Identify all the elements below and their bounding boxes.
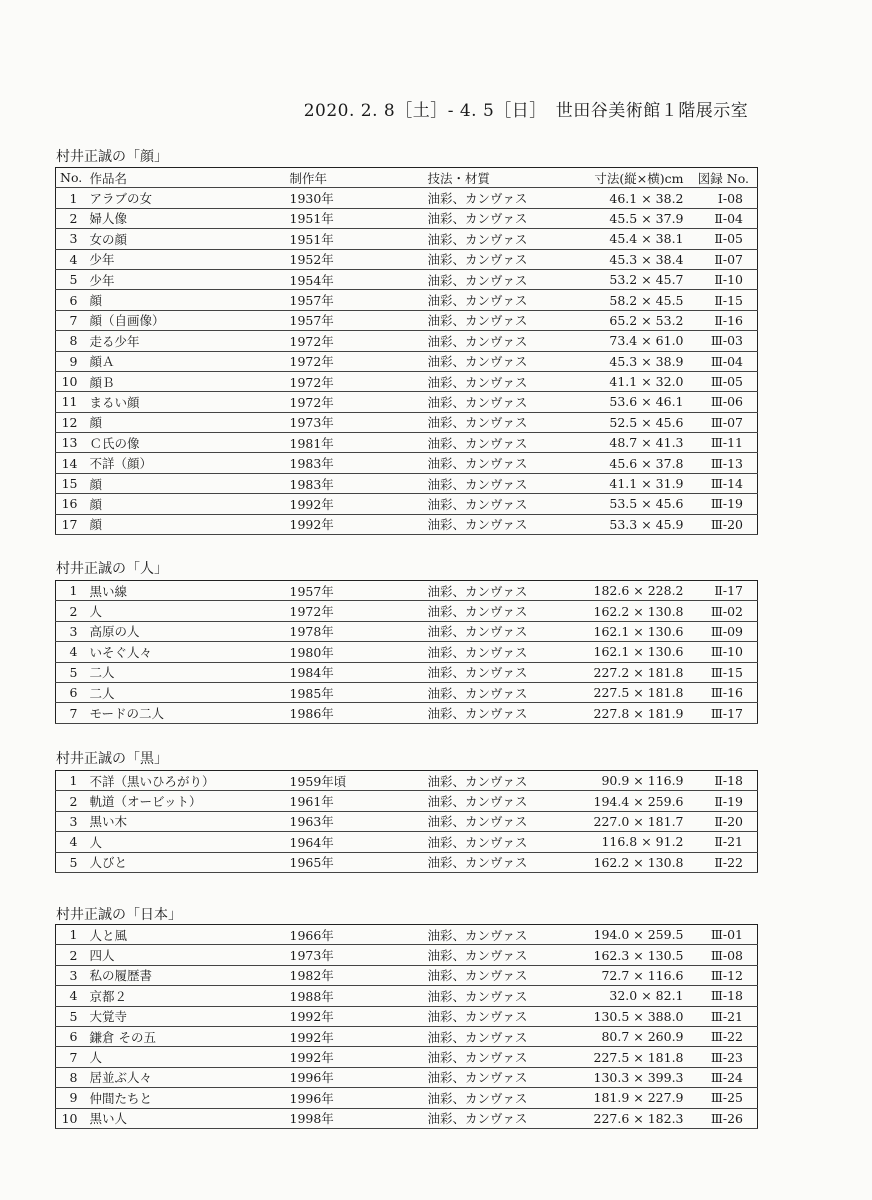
- cell-year: 1952年: [286, 249, 424, 269]
- cell-figure: Ⅰ-08: [688, 188, 758, 208]
- section-title-japan: 村井正誠の「日本」: [56, 907, 182, 923]
- cell-technique: 油彩、カンヴァス: [424, 331, 578, 351]
- cell-no: 5: [56, 269, 86, 289]
- table-row: [56, 1026, 758, 1046]
- cell-year: 1957年: [286, 290, 424, 310]
- cell-no: 1: [56, 925, 86, 945]
- table-row: [56, 642, 758, 662]
- cell-year: 1966年: [286, 925, 424, 945]
- cell-figure: Ⅱ-19: [688, 791, 758, 811]
- cell-no: 6: [56, 1026, 86, 1046]
- cell-figure: Ⅲ-26: [688, 1108, 758, 1128]
- cell-no: 6: [56, 682, 86, 702]
- cell-year: 1980年: [286, 642, 424, 662]
- table-row: [56, 662, 758, 682]
- cell-title: 二人: [86, 662, 286, 682]
- cell-year: 1972年: [286, 331, 424, 351]
- cell-figure: Ⅱ-17: [688, 581, 758, 601]
- cell-year: 1983年: [286, 453, 424, 473]
- cell-size: 194.0 × 259.5: [578, 925, 688, 945]
- cell-size: 227.0 × 181.7: [578, 811, 688, 831]
- cell-technique: 油彩、カンヴァス: [424, 703, 578, 723]
- cell-no: 1: [56, 188, 86, 208]
- cell-technique: 油彩、カンヴァス: [424, 310, 578, 330]
- cell-figure: Ⅲ-11: [688, 433, 758, 453]
- col-header-title: 作品名: [86, 168, 286, 188]
- cell-title: 人: [86, 832, 286, 852]
- cell-size: 227.5 × 181.8: [578, 682, 688, 702]
- cell-figure: Ⅲ-16: [688, 682, 758, 702]
- cell-title: 黒い木: [86, 811, 286, 831]
- cell-technique: 油彩、カンヴァス: [424, 791, 578, 811]
- table-row: [56, 514, 758, 534]
- cell-year: 1992年: [286, 494, 424, 514]
- cell-title: 人: [86, 601, 286, 621]
- cell-technique: 油彩、カンヴァス: [424, 642, 578, 662]
- cell-title: 黒い線: [86, 581, 286, 601]
- cell-technique: 油彩、カンヴァス: [424, 986, 578, 1006]
- table-row: [56, 965, 758, 985]
- cell-no: 4: [56, 832, 86, 852]
- section-title-black: 村井正誠の「黒」: [56, 751, 168, 767]
- table-row: [56, 290, 758, 310]
- cell-size: 227.8 × 181.9: [578, 703, 688, 723]
- cell-size: 45.4 × 38.1: [578, 229, 688, 249]
- cell-no: 8: [56, 1067, 86, 1087]
- cell-technique: 油彩、カンヴァス: [424, 351, 578, 371]
- table-row: [56, 392, 758, 412]
- table-row: [56, 433, 758, 453]
- cell-size: 162.1 × 130.6: [578, 621, 688, 641]
- cell-no: 2: [56, 601, 86, 621]
- cell-size: 162.3 × 130.5: [578, 945, 688, 965]
- cell-technique: 油彩、カンヴァス: [424, 662, 578, 682]
- cell-technique: 油彩、カンヴァス: [424, 392, 578, 412]
- cell-technique: 油彩、カンヴァス: [424, 1026, 578, 1046]
- cell-technique: 油彩、カンヴァス: [424, 601, 578, 621]
- cell-title: 人と風: [86, 925, 286, 945]
- cell-figure: Ⅱ-21: [688, 832, 758, 852]
- cell-title: 不詳（顔）: [86, 453, 286, 473]
- cell-year: 1992年: [286, 514, 424, 534]
- cell-size: 41.1 × 32.0: [578, 371, 688, 391]
- cell-figure: Ⅲ-13: [688, 453, 758, 473]
- cell-no: 3: [56, 621, 86, 641]
- cell-title: 大覚寺: [86, 1006, 286, 1026]
- cell-title: 居並ぶ人々: [86, 1067, 286, 1087]
- table-row: [56, 682, 758, 702]
- cell-figure: Ⅲ-22: [688, 1026, 758, 1046]
- cell-figure: Ⅲ-07: [688, 412, 758, 432]
- cell-year: 1965年: [286, 852, 424, 872]
- cell-title: 黒い人: [86, 1108, 286, 1128]
- cell-size: 162.1 × 130.6: [578, 642, 688, 662]
- table-row: [56, 412, 758, 432]
- cell-year: 1992年: [286, 1047, 424, 1067]
- cell-year: 1972年: [286, 371, 424, 391]
- cell-year: 1951年: [286, 229, 424, 249]
- document-header: 2020. 2. 8［土］- 4. 5［日］ 世田谷美術館１階展示室: [303, 101, 749, 121]
- cell-figure: Ⅲ-23: [688, 1047, 758, 1067]
- cell-year: 1954年: [286, 269, 424, 289]
- cell-technique: 油彩、カンヴァス: [424, 188, 578, 208]
- cell-figure: Ⅲ-14: [688, 473, 758, 493]
- table-row: [56, 852, 758, 872]
- cell-figure: Ⅲ-20: [688, 514, 758, 534]
- cell-figure: Ⅲ-05: [688, 371, 758, 391]
- table-row: [56, 1108, 758, 1128]
- table-row: [56, 703, 758, 723]
- cell-title: 鎌倉 その五: [86, 1026, 286, 1046]
- cell-no: 16: [56, 494, 86, 514]
- table-row: [56, 208, 758, 228]
- cell-figure: Ⅱ-18: [688, 771, 758, 791]
- cell-title: 仲間たちと: [86, 1088, 286, 1108]
- cell-technique: 油彩、カンヴァス: [424, 621, 578, 641]
- cell-figure: Ⅲ-02: [688, 601, 758, 621]
- cell-technique: 油彩、カンヴァス: [424, 1067, 578, 1087]
- cell-year: 1983年: [286, 473, 424, 493]
- cell-title: 不詳（黒いひろがり）: [86, 771, 286, 791]
- cell-figure: Ⅲ-15: [688, 662, 758, 682]
- cell-year: 1988年: [286, 986, 424, 1006]
- cell-title: 顔: [86, 514, 286, 534]
- table-row: [56, 229, 758, 249]
- cell-year: 1982年: [286, 965, 424, 985]
- cell-size: 46.1 × 38.2: [578, 188, 688, 208]
- cell-no: 7: [56, 1047, 86, 1067]
- cell-no: 2: [56, 208, 86, 228]
- cell-figure: Ⅱ-07: [688, 249, 758, 269]
- table-row: [56, 832, 758, 852]
- cell-year: 1961年: [286, 791, 424, 811]
- cell-no: 4: [56, 249, 86, 269]
- table-row: [56, 453, 758, 473]
- cell-size: 72.7 × 116.6: [578, 965, 688, 985]
- table-row: [56, 494, 758, 514]
- cell-title: 婦人像: [86, 208, 286, 228]
- section-title-people: 村井正誠の「人」: [56, 561, 168, 577]
- cell-title: 顔: [86, 494, 286, 514]
- table-row: [56, 1047, 758, 1067]
- cell-technique: 油彩、カンヴァス: [424, 832, 578, 852]
- cell-no: 5: [56, 1006, 86, 1026]
- cell-no: 6: [56, 290, 86, 310]
- cell-year: 1996年: [286, 1088, 424, 1108]
- cell-technique: 油彩、カンヴァス: [424, 771, 578, 791]
- cell-no: 5: [56, 662, 86, 682]
- col-header-year: 制作年: [286, 168, 424, 188]
- cell-no: 2: [56, 945, 86, 965]
- cell-no: 3: [56, 965, 86, 985]
- cell-figure: Ⅲ-01: [688, 925, 758, 945]
- cell-year: 1981年: [286, 433, 424, 453]
- cell-figure: Ⅱ-22: [688, 852, 758, 872]
- cell-title: まるい顔: [86, 392, 286, 412]
- table-row: [56, 249, 758, 269]
- cell-technique: 油彩、カンヴァス: [424, 453, 578, 473]
- cell-technique: 油彩、カンヴァス: [424, 290, 578, 310]
- cell-no: 10: [56, 371, 86, 391]
- cell-technique: 油彩、カンヴァス: [424, 852, 578, 872]
- table-row: [56, 986, 758, 1006]
- table-header-row: [56, 168, 758, 188]
- cell-title: 顔: [86, 412, 286, 432]
- cell-no: 17: [56, 514, 86, 534]
- cell-size: 80.7 × 260.9: [578, 1026, 688, 1046]
- cell-technique: 油彩、カンヴァス: [424, 514, 578, 534]
- cell-technique: 油彩、カンヴァス: [424, 1047, 578, 1067]
- cell-no: 7: [56, 310, 86, 330]
- table-row: [56, 771, 758, 791]
- works-table-black: [55, 770, 758, 873]
- cell-year: 1957年: [286, 310, 424, 330]
- works-table-japan: [55, 924, 758, 1129]
- cell-technique: 油彩、カンヴァス: [424, 229, 578, 249]
- cell-size: 45.6 × 37.8: [578, 453, 688, 473]
- cell-title: Ｃ氏の像: [86, 433, 286, 453]
- cell-year: 1963年: [286, 811, 424, 831]
- cell-title: 顔（自画像）: [86, 310, 286, 330]
- cell-no: 10: [56, 1108, 86, 1128]
- cell-technique: 油彩、カンヴァス: [424, 581, 578, 601]
- cell-size: 73.4 × 61.0: [578, 331, 688, 351]
- cell-size: 58.2 × 45.5: [578, 290, 688, 310]
- cell-figure: Ⅲ-06: [688, 392, 758, 412]
- cell-year: 1951年: [286, 208, 424, 228]
- cell-year: 1986年: [286, 703, 424, 723]
- cell-year: 1964年: [286, 832, 424, 852]
- cell-figure: Ⅲ-12: [688, 965, 758, 985]
- cell-year: 1973年: [286, 945, 424, 965]
- cell-no: 2: [56, 791, 86, 811]
- cell-title: 走る少年: [86, 331, 286, 351]
- cell-figure: Ⅲ-09: [688, 621, 758, 641]
- cell-year: 1992年: [286, 1006, 424, 1026]
- cell-year: 1973年: [286, 412, 424, 432]
- cell-size: 90.9 × 116.9: [578, 771, 688, 791]
- cell-size: 32.0 × 82.1: [578, 986, 688, 1006]
- col-header-technique: 技法・材質: [424, 168, 578, 188]
- table-row: [56, 601, 758, 621]
- cell-no: 9: [56, 1088, 86, 1108]
- cell-no: 12: [56, 412, 86, 432]
- cell-technique: 油彩、カンヴァス: [424, 433, 578, 453]
- cell-figure: Ⅲ-24: [688, 1067, 758, 1087]
- table-row: [56, 351, 758, 371]
- cell-title: 高原の人: [86, 621, 286, 641]
- cell-size: 41.1 × 31.9: [578, 473, 688, 493]
- cell-year: 1972年: [286, 601, 424, 621]
- cell-technique: 油彩、カンヴァス: [424, 371, 578, 391]
- col-header-no: No.: [56, 168, 86, 188]
- cell-no: 4: [56, 986, 86, 1006]
- cell-size: 162.2 × 130.8: [578, 852, 688, 872]
- cell-technique: 油彩、カンヴァス: [424, 249, 578, 269]
- cell-title: モードの二人: [86, 703, 286, 723]
- cell-figure: Ⅱ-05: [688, 229, 758, 249]
- cell-technique: 油彩、カンヴァス: [424, 208, 578, 228]
- table-row: [56, 473, 758, 493]
- cell-no: 11: [56, 392, 86, 412]
- cell-no: 5: [56, 852, 86, 872]
- cell-technique: 油彩、カンヴァス: [424, 494, 578, 514]
- cell-size: 53.5 × 45.6: [578, 494, 688, 514]
- cell-year: 1959年頃: [286, 771, 424, 791]
- cell-no: 4: [56, 642, 86, 662]
- cell-technique: 油彩、カンヴァス: [424, 965, 578, 985]
- cell-size: 181.9 × 227.9: [578, 1088, 688, 1108]
- cell-year: 1978年: [286, 621, 424, 641]
- table-row: [56, 945, 758, 965]
- cell-size: 130.3 × 399.3: [578, 1067, 688, 1087]
- cell-title: 人: [86, 1047, 286, 1067]
- cell-technique: 油彩、カンヴァス: [424, 1088, 578, 1108]
- cell-size: 53.6 × 46.1: [578, 392, 688, 412]
- cell-title: いそぐ人々: [86, 642, 286, 662]
- cell-year: 1992年: [286, 1026, 424, 1046]
- cell-size: 65.2 × 53.2: [578, 310, 688, 330]
- cell-size: 45.3 × 38.9: [578, 351, 688, 371]
- cell-figure: Ⅱ-15: [688, 290, 758, 310]
- cell-figure: Ⅲ-25: [688, 1088, 758, 1108]
- table-row: [56, 188, 758, 208]
- cell-year: 1985年: [286, 682, 424, 702]
- cell-year: 1957年: [286, 581, 424, 601]
- cell-size: 53.2 × 45.7: [578, 269, 688, 289]
- table-row: [56, 581, 758, 601]
- cell-figure: Ⅲ-10: [688, 642, 758, 662]
- cell-figure: Ⅱ-16: [688, 310, 758, 330]
- cell-figure: Ⅲ-08: [688, 945, 758, 965]
- col-header-figure: 図録 No.: [688, 168, 758, 188]
- cell-technique: 油彩、カンヴァス: [424, 269, 578, 289]
- cell-title: 軌道（オービット）: [86, 791, 286, 811]
- cell-figure: Ⅲ-04: [688, 351, 758, 371]
- cell-no: 3: [56, 229, 86, 249]
- cell-title: 人びと: [86, 852, 286, 872]
- cell-size: 48.7 × 41.3: [578, 433, 688, 453]
- cell-title: 私の履歴書: [86, 965, 286, 985]
- cell-no: 3: [56, 811, 86, 831]
- cell-size: 227.5 × 181.8: [578, 1047, 688, 1067]
- cell-size: 116.8 × 91.2: [578, 832, 688, 852]
- cell-technique: 油彩、カンヴァス: [424, 682, 578, 702]
- cell-title: 女の顔: [86, 229, 286, 249]
- cell-size: 45.3 × 38.4: [578, 249, 688, 269]
- cell-no: 1: [56, 581, 86, 601]
- works-table-people: [55, 580, 758, 724]
- table-row: [56, 925, 758, 945]
- cell-technique: 油彩、カンヴァス: [424, 412, 578, 432]
- cell-no: 13: [56, 433, 86, 453]
- cell-year: 1984年: [286, 662, 424, 682]
- cell-size: 227.6 × 182.3: [578, 1108, 688, 1128]
- cell-title: 少年: [86, 269, 286, 289]
- table-row: [56, 310, 758, 330]
- cell-no: 1: [56, 771, 86, 791]
- cell-size: 162.2 × 130.8: [578, 601, 688, 621]
- cell-size: 194.4 × 259.6: [578, 791, 688, 811]
- cell-year: 1996年: [286, 1067, 424, 1087]
- cell-title: 顔Ａ: [86, 351, 286, 371]
- cell-title: 二人: [86, 682, 286, 702]
- cell-no: 9: [56, 351, 86, 371]
- cell-figure: Ⅲ-18: [688, 986, 758, 1006]
- cell-technique: 油彩、カンヴァス: [424, 925, 578, 945]
- cell-size: 227.2 × 181.8: [578, 662, 688, 682]
- cell-title: 少年: [86, 249, 286, 269]
- cell-figure: Ⅲ-21: [688, 1006, 758, 1026]
- table-row: [56, 331, 758, 351]
- section-title-face: 村井正誠の「顔」: [56, 149, 168, 165]
- cell-figure: Ⅱ-04: [688, 208, 758, 228]
- table-row: [56, 1006, 758, 1026]
- cell-size: 182.6 × 228.2: [578, 581, 688, 601]
- cell-technique: 油彩、カンヴァス: [424, 811, 578, 831]
- table-row: [56, 811, 758, 831]
- table-row: [56, 1067, 758, 1087]
- cell-technique: 油彩、カンヴァス: [424, 1006, 578, 1026]
- cell-figure: Ⅲ-17: [688, 703, 758, 723]
- col-header-size: 寸法(縦×横)cm: [578, 168, 688, 188]
- cell-year: 1930年: [286, 188, 424, 208]
- cell-technique: 油彩、カンヴァス: [424, 1108, 578, 1128]
- cell-year: 1998年: [286, 1108, 424, 1128]
- cell-technique: 油彩、カンヴァス: [424, 945, 578, 965]
- cell-technique: 油彩、カンヴァス: [424, 473, 578, 493]
- cell-no: 15: [56, 473, 86, 493]
- cell-title: アラブの女: [86, 188, 286, 208]
- cell-size: 45.5 × 37.9: [578, 208, 688, 228]
- works-table-face: [55, 167, 758, 535]
- cell-figure: Ⅱ-20: [688, 811, 758, 831]
- cell-figure: Ⅲ-19: [688, 494, 758, 514]
- cell-title: 顔: [86, 290, 286, 310]
- table-row: [56, 269, 758, 289]
- cell-title: 京都２: [86, 986, 286, 1006]
- cell-figure: Ⅱ-10: [688, 269, 758, 289]
- cell-year: 1972年: [286, 392, 424, 412]
- cell-title: 顔: [86, 473, 286, 493]
- cell-no: 14: [56, 453, 86, 473]
- table-row: [56, 621, 758, 641]
- table-row: [56, 1088, 758, 1108]
- cell-title: 四人: [86, 945, 286, 965]
- cell-year: 1972年: [286, 351, 424, 371]
- table-row: [56, 371, 758, 391]
- cell-figure: Ⅲ-03: [688, 331, 758, 351]
- cell-title: 顔Ｂ: [86, 371, 286, 391]
- table-row: [56, 791, 758, 811]
- cell-size: 53.3 × 45.9: [578, 514, 688, 534]
- cell-no: 8: [56, 331, 86, 351]
- cell-size: 130.5 × 388.0: [578, 1006, 688, 1026]
- cell-size: 52.5 × 45.6: [578, 412, 688, 432]
- cell-no: 7: [56, 703, 86, 723]
